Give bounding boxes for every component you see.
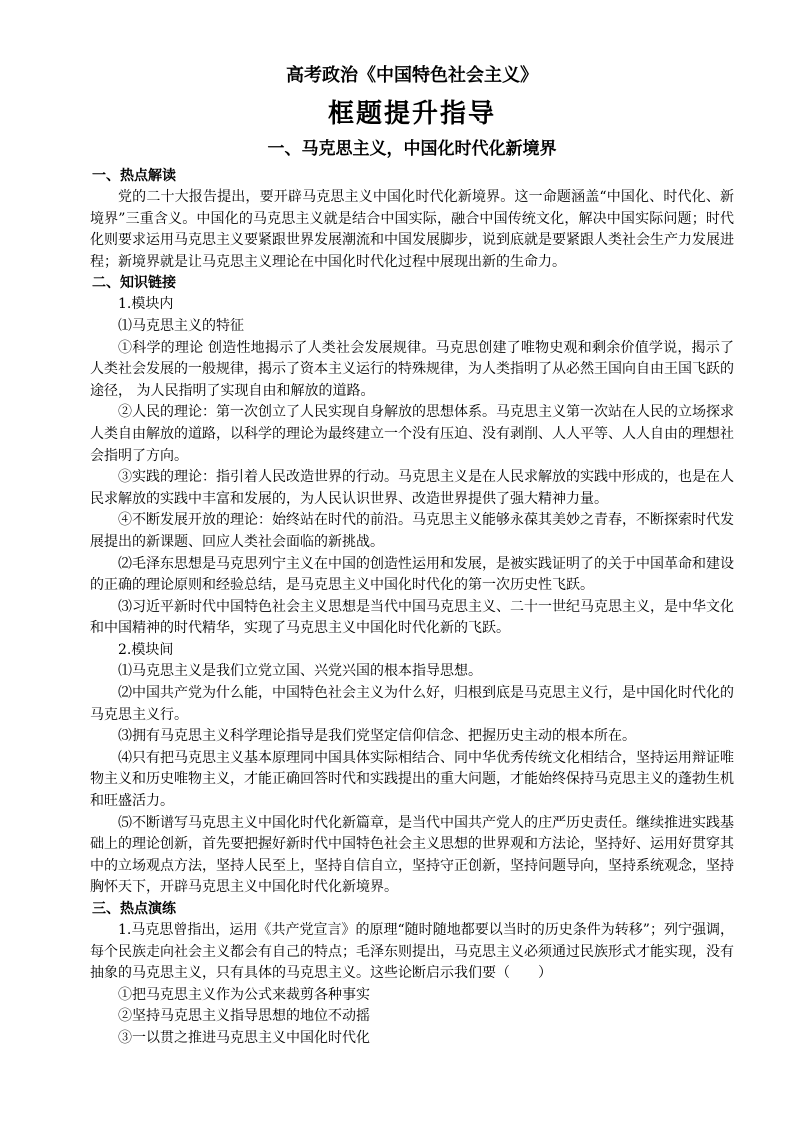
- section-title: 一、马克思主义，中国化时代化新境界: [267, 139, 557, 159]
- hot-topic-heading: 一、热点解读: [92, 168, 176, 184]
- module-inner-sub3: ⑶习近平新时代中国特色社会主义思想是当代中国马克思主义、二十一世纪马克思主义，是中华文化和中国精神的时代精华，实现了马克思主义中国化时代化新的飞跃。: [90, 598, 734, 637]
- option-1: ①把马克思主义作为公式来裁剪各种事实: [118, 986, 370, 1003]
- hot-topic-paragraph: 党的二十大报告提出，要开辟马克思主义中国化时代化新境界。这一命题涵盖“中国化、时代化、新境界”三重含义。中国化的马克思主义就是结合中国实际，融合中国传统文化，解决中国实际问题；时代化则要求运用马克思主义要紧跟世界发展潮流和中国发展脚步，说到底就是要紧跟人类社会生产力发展进程；新境界就是让马克思主义理论在中国化时代化过程中展现出新的生命力。: [90, 189, 734, 270]
- option-2: ②坚持马克思主义指导思想的地位不动摇: [118, 1008, 370, 1025]
- module-between-item-3: ⑶拥有马克思主义科学理论指导是我们党坚定信仰信念、把握历史主动的根本所在。: [118, 728, 636, 745]
- feature-point-2: ②人民的理论：第一次创立了人民实现自身解放的思想体系。马克思主义第一次站在人民的立场探求人类自由解放的道路，以科学的理论为最终建立一个没有压迫、没有剥削、人人平等、人人自由的理想社会指明了方向。: [90, 404, 734, 464]
- practice-heading: 三、热点演练: [92, 901, 176, 917]
- module-between-label: 2.模块间: [118, 641, 174, 658]
- feature-point-1: ①科学的理论 创造性地揭示了人类社会发展规律。马克思创建了唯物史观和剩余价值学说，揭示了人类社会发展的一般规律，揭示了资本主义运行的特殊规律，为人类指明了从必然王国向自由王国飞跃的途径， 为人民指明了实现自由和解放的道路。: [90, 339, 734, 399]
- document-page: [90, 64, 734, 1050]
- option-3: ③一以贯之推进马克思主义中国化时代化: [118, 1029, 370, 1046]
- knowledge-heading: 二、知识链接: [92, 275, 176, 292]
- feature-point-4: ④不断发展开放的理论：始终站在时代的前沿。马克思主义能够永葆其美妙之青春，不断探索时代发展提出的新课题、回应人类社会面临的新挑战。: [90, 512, 734, 550]
- module-inner-sub1: ⑴马克思主义的特征: [118, 317, 244, 334]
- module-inner-sub2: ⑵毛泽东思想是马克思列宁主义在中国的创造性运用和发展，是被实践证明了的关于中国革命和建设的正确的理论原则和经验总结，是马克思主义中国化时代化的第一次历史性飞跃。: [90, 555, 734, 594]
- module-between-item-1: ⑴马克思主义是我们立党立国、兴党兴国的根本指导思想。: [118, 663, 482, 680]
- module-between-item-2: ⑵中国共产党为什么能，中国特色社会主义为什么好，归根到底是马克思主义行，是中国化时代化的马克思主义行。: [90, 685, 734, 723]
- subject-title: 高考政治《中国特色社会主义》: [286, 65, 538, 86]
- main-title: 框题提升指导: [327, 99, 496, 129]
- module-between-item-4: ⑷只有把马克思主义基本原理同中国具体实际相结合、同中华优秀传统文化相结合，坚持运用辩证唯物主义和历史唯物主义，才能正确回答时代和实践提出的重大问题，才能始终保持马克思主义的蓬勃生机和旺盛活力。: [90, 749, 734, 810]
- feature-point-3: ③实践的理论：指引着人民改造世界的行动。马克思主义是在人民求解放的实践中形成的，也是在人民求解放的实践中丰富和发展的，为人民认识世界、改造世界提供了强大精神力量。: [90, 469, 734, 507]
- module-inner-label: 1.模块内: [118, 296, 174, 313]
- module-between-item-5: ⑸不断谱写马克思主义中国化时代化新篇章，是当代中国共产党人的庄严历史责任。继续推进实践基础上的理论创新，首先要把握好新时代中国特色社会主义思想的世界观和方法论，坚持好、运用好贯穿其中的立场观点方法，坚持人民至上，坚持自信自立，坚持守正创新，坚持问题导向，坚持系统观念，坚持胸怀天下，开辟马克思主义中国化时代化新境界。: [90, 814, 734, 896]
- practice-question: 1.马克思曾指出，运用《共产党宣言》的原理“随时随地都要以当时的历史条件为转移”；列宁强调，每个民族走向社会主义都会有自己的特点；毛泽东则提出，马克思主义必须通过民族形式才能实现，没有抽象的马克思主义，只有具体的马克思主义。这些论断启示我们要（ ）: [90, 922, 734, 982]
